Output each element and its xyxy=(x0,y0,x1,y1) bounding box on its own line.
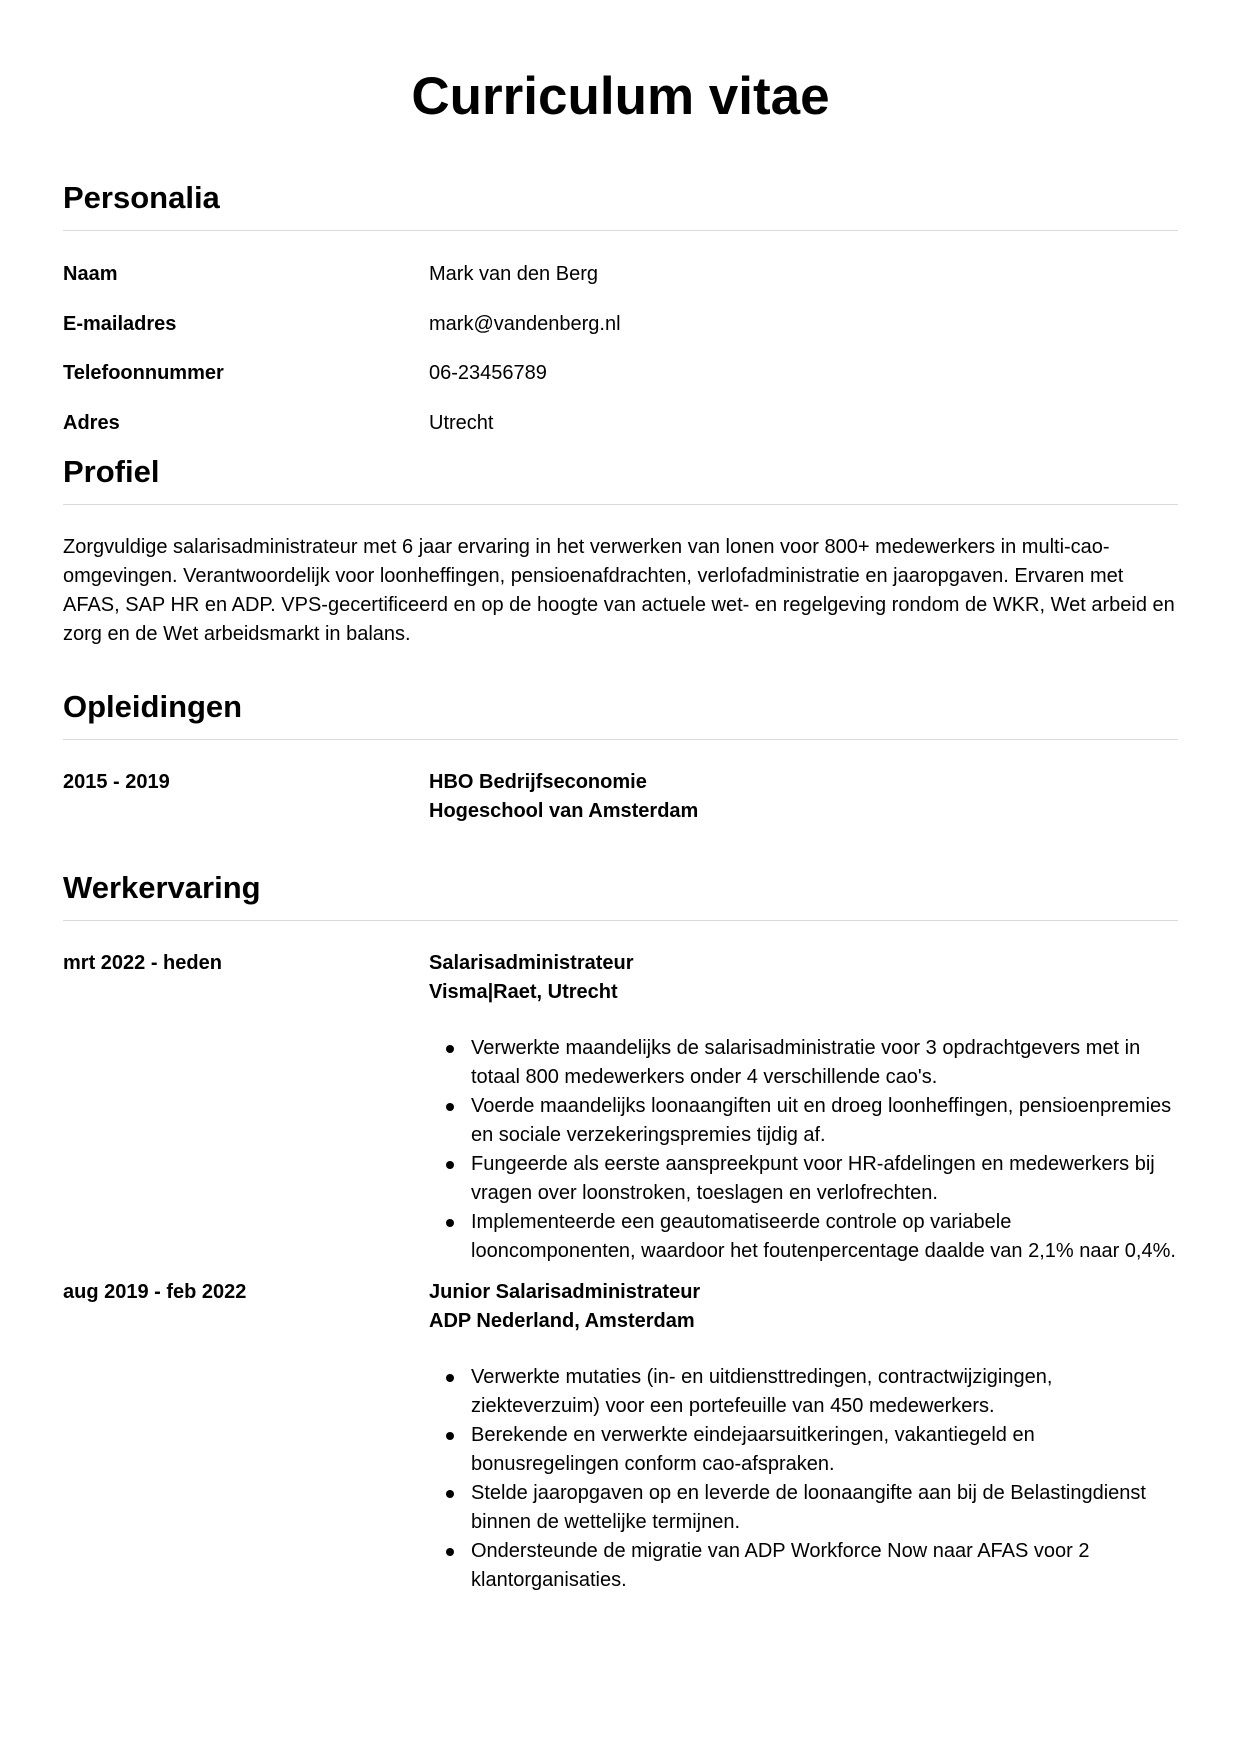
personalia-row-telefoon xyxy=(63,359,1178,409)
experience-bullets xyxy=(429,1363,1178,1595)
education-school: Hogeschool van Amsterdam xyxy=(429,800,699,822)
section-heading-werkervaring: Werkervaring xyxy=(63,870,1178,921)
personalia-table xyxy=(63,260,1178,458)
bullet-icon xyxy=(446,1548,454,1556)
section-werkervaring xyxy=(63,870,1178,1595)
personalia-label: Adres xyxy=(63,411,120,434)
bullet-icon xyxy=(446,1103,454,1111)
education-degree: HBO Bedrijfseconomie xyxy=(429,771,647,793)
experience-entry xyxy=(63,1278,1178,1595)
personalia-label: E-mailadres xyxy=(63,312,177,335)
experience-bullets xyxy=(429,1034,1178,1266)
bullet-text: Ondersteunde de migratie van ADP Workforce Now naar AFAS voor 2 klantorganisaties. xyxy=(471,1540,1090,1591)
list-item xyxy=(429,1421,1178,1479)
experience-details xyxy=(429,949,1178,1266)
section-personalia xyxy=(63,180,1178,458)
personalia-value: Utrecht xyxy=(429,411,494,434)
section-heading-profiel: Profiel xyxy=(63,454,1178,505)
experience-role: Salarisadministrateur xyxy=(429,952,634,974)
bullet-text: Fungeerde als eerste aanspreekpunt voor HR-afdelingen en medewerkers bij vragen over loonstroken, toeslagen en verlofrechten. xyxy=(471,1153,1155,1204)
education-entry xyxy=(63,768,1178,826)
personalia-value: mark@vandenberg.nl xyxy=(429,312,621,335)
personalia-row-naam xyxy=(63,260,1178,310)
list-item xyxy=(429,1150,1178,1208)
section-heading-personalia: Personalia xyxy=(63,180,1178,231)
bullet-icon xyxy=(446,1374,454,1382)
list-item xyxy=(429,1208,1178,1266)
list-item xyxy=(429,1092,1178,1150)
bullet-text: Verwerkte mutaties (in- en uitdiensttredingen, contractwijzigingen, ziekteverzuim) voor een portefeuille van 450 medewerkers. xyxy=(471,1366,1053,1417)
personalia-row-adres xyxy=(63,409,1178,459)
section-opleidingen xyxy=(63,689,1178,826)
experience-period: mrt 2022 - heden xyxy=(63,952,222,974)
list-item xyxy=(429,1537,1178,1595)
bullet-icon xyxy=(446,1432,454,1440)
list-item xyxy=(429,1034,1178,1092)
bullet-icon xyxy=(446,1161,454,1169)
bullet-text: Verwerkte maandelijks de salarisadministratie voor 3 opdrachtgevers met in totaal 800 medewerkers onder 4 verschillende cao's. xyxy=(471,1037,1141,1088)
list-item xyxy=(429,1363,1178,1421)
experience-entry xyxy=(63,949,1178,1266)
experience-period: aug 2019 - feb 2022 xyxy=(63,1281,247,1303)
personalia-label: Telefoonnummer xyxy=(63,362,224,384)
list-item xyxy=(429,1479,1178,1537)
experience-details xyxy=(429,1278,1178,1595)
profile-text: Zorgvuldige salarisadministrateur met 6 jaar ervaring in het verwerken van lonen voor 800+ medewerkers in multi-cao-omgevingen. Verantwoordelijk voor loonheffingen, pensioenafdrachten, verlofadministratie en jaaropgaven. Ervaren met AFAS, SAP HR en ADP. VPS-gecertificeerd en op de hoogte van actuele wet- en regelgeving rondom de WKR, Wet arbeid en zorg en de Wet arbeidsmarkt in balans. xyxy=(63,536,1175,645)
personalia-label: Naam xyxy=(63,263,118,285)
experience-company: ADP Nederland, Amsterdam xyxy=(429,1310,695,1332)
document-title: Curriculum vitae xyxy=(411,67,830,126)
section-profiel xyxy=(63,454,1178,649)
bullet-text: Stelde jaaropgaven op en leverde de loonaangifte aan bij de Belastingdienst binnen de wettelijke termijnen. xyxy=(471,1482,1146,1533)
section-heading-opleidingen: Opleidingen xyxy=(63,689,1178,740)
bullet-text: Voerde maandelijks loonaangiften uit en droeg loonheffingen, pensioenpremies en sociale verzekeringspremies tijdig af. xyxy=(471,1095,1172,1146)
personalia-row-email xyxy=(63,310,1178,360)
personalia-value: 06-23456789 xyxy=(429,362,547,384)
bullet-icon xyxy=(446,1045,454,1053)
bullet-icon xyxy=(446,1219,454,1227)
bullet-text: Implementeerde een geautomatiseerde controle op variabele looncomponenten, waardoor het foutenpercentage daalde van 2,1% naar 0,4%. xyxy=(471,1211,1176,1262)
bullet-icon xyxy=(446,1490,454,1498)
education-period: 2015 - 2019 xyxy=(63,771,170,793)
bullet-text: Berekende en verwerkte eindejaarsuitkeringen, vakantiegeld en bonusregelingen conform cao-afspraken. xyxy=(471,1424,1035,1475)
personalia-value: Mark van den Berg xyxy=(429,263,598,285)
experience-company: Visma|Raet, Utrecht xyxy=(429,981,618,1003)
education-details xyxy=(429,768,1178,826)
experience-role: Junior Salarisadministrateur xyxy=(429,1281,701,1303)
